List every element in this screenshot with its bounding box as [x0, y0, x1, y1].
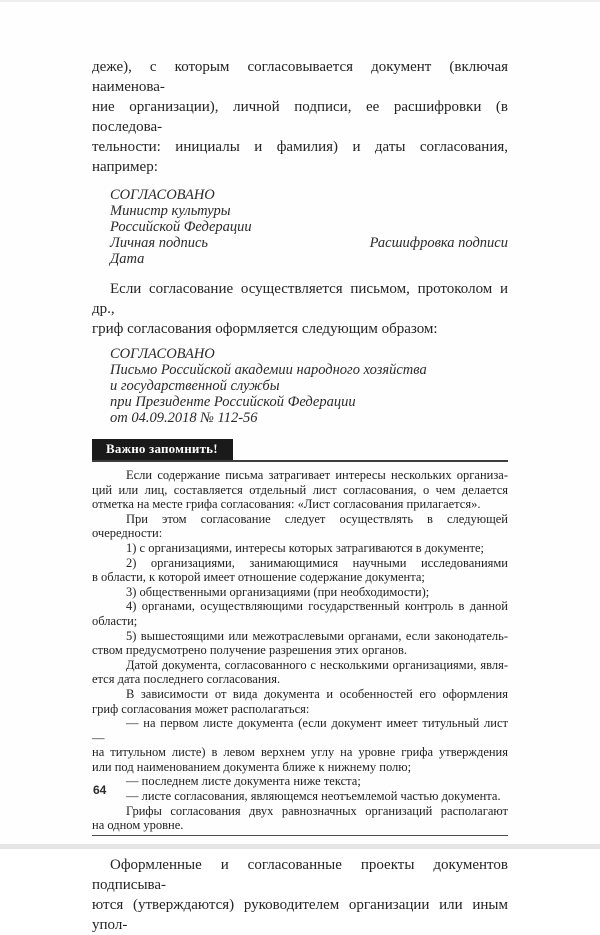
- note-box: [92, 439, 508, 836]
- example-line: СОГЛАСОВАНО: [110, 187, 215, 203]
- paragraph-closing: [92, 855, 508, 935]
- note-paragraph: [92, 541, 508, 556]
- example-line: Российской Федерации: [110, 219, 252, 235]
- text-line: ются (утверждаются) руководителем организации или иным упол-: [92, 896, 508, 933]
- note-paragraph: [92, 629, 508, 658]
- text-line: 5) вышестоящими или межотраслевыми органами, если законодатель-: [126, 628, 508, 643]
- note-header: [92, 439, 508, 462]
- note-paragraph: [92, 585, 508, 600]
- note-paragraph: [92, 804, 508, 833]
- text-line: гриф согласования оформляется следующим образом:: [92, 321, 438, 337]
- signature-left: Личная подпись: [110, 235, 208, 251]
- text-line: на одном уровне.: [92, 818, 184, 833]
- note-paragraph: [92, 599, 508, 628]
- text-line: Датой документа, согласованного с несколькими организациями, явля-: [126, 657, 508, 672]
- text-line: В зависимости от вида документа и особенностей его оформления: [126, 686, 508, 701]
- text-line: на титульном листе) в левом верхнем углу на уровне грифа утверждения: [92, 745, 508, 760]
- text-line: ством предусмотрено получение разрешения этих органов.: [92, 643, 407, 658]
- text-line: Если содержание письма затрагивает интересы нескольких организа-: [126, 468, 508, 482]
- text-line: ется дата последнего согласования.: [92, 672, 281, 687]
- text-line: в области, к которой имеет отношение содержание документа;: [92, 570, 425, 585]
- text-line: — на первом листе документа (если документ имеет титульный лист —: [92, 716, 508, 745]
- note-paragraph: [92, 687, 508, 716]
- signature-right: Расшифровка подписи: [369, 235, 508, 251]
- note-paragraph: [92, 468, 508, 512]
- text-line: 3) общественными организациями (при необходимости);: [126, 584, 430, 599]
- text-line: отметка на месте грифа согласования: «Лист согласования прилагается».: [92, 497, 481, 512]
- text-line: Если согласование осуществляется письмом, протоколом и др.,: [92, 281, 508, 317]
- text-line: 2) организациями, занимающимися научными исследованиями: [126, 555, 508, 570]
- approval-example-1: [110, 187, 508, 267]
- text-line: деже), с которым согласовывается документ (включая наименова-: [92, 59, 508, 95]
- page-edge-bottom: [0, 844, 600, 849]
- note-bottom-rule: [92, 835, 508, 836]
- note-paragraph: [92, 556, 508, 585]
- paragraph-intro: [92, 57, 508, 177]
- example-line: Дата: [110, 251, 145, 267]
- paragraph-letter-approval: [92, 279, 508, 339]
- text-line: тельности: инициалы и фамилия) и даты согласования, например:: [92, 139, 508, 175]
- note-title-label: Важно запомнить!: [92, 439, 233, 460]
- page-number: 64: [93, 783, 107, 797]
- example-line: при Президенте Российской Федерации: [110, 394, 356, 410]
- text-line: 1) с организациями, интересы которых затрагиваются в документе;: [126, 540, 485, 555]
- text-line: 4) органами, осуществляющими государственный контроль в данной: [126, 599, 508, 614]
- example-line: Министр культуры: [110, 203, 231, 219]
- page-content: [92, 57, 508, 935]
- text-line: или под наименованием документа ближе к нижнему полю;: [92, 759, 412, 774]
- text-line: ций или лиц, составляется отдельный лист согласования, о чем делается: [92, 482, 508, 497]
- text-line: области;: [92, 613, 138, 628]
- note-paragraph: [92, 789, 508, 804]
- note-paragraph: [92, 774, 508, 789]
- example-line: СОГЛАСОВАНО: [110, 346, 215, 362]
- text-line: Оформленные и согласованные проекты документов подписыва-: [92, 856, 508, 893]
- example-line: Письмо Российской академии народного хозяйства: [110, 362, 427, 378]
- note-paragraph: [92, 658, 508, 687]
- text-line: — листе согласования, являющемся неотъемлемой частью документа.: [126, 789, 501, 804]
- page-edge-top: [0, 0, 600, 2]
- signature-row: [110, 235, 508, 251]
- note-paragraph: [92, 512, 508, 541]
- text-line: ние организации), личной подписи, ее расшифровки (в последова-: [92, 99, 508, 135]
- example-line: и государственной службы: [110, 378, 280, 394]
- text-line: При этом согласование следует осуществлять в следующей очередности:: [92, 511, 508, 541]
- text-line: Грифы согласования двух равнозначных организаций располагают: [126, 803, 508, 818]
- approval-example-2: [110, 346, 508, 426]
- example-line: от 04.09.2018 № 112-56: [110, 410, 258, 426]
- note-paragraph: [92, 716, 508, 774]
- text-line: — последнем листе документа ниже текста;: [126, 774, 361, 789]
- text-line: гриф согласования может располагаться:: [92, 701, 310, 716]
- note-body: [92, 468, 508, 833]
